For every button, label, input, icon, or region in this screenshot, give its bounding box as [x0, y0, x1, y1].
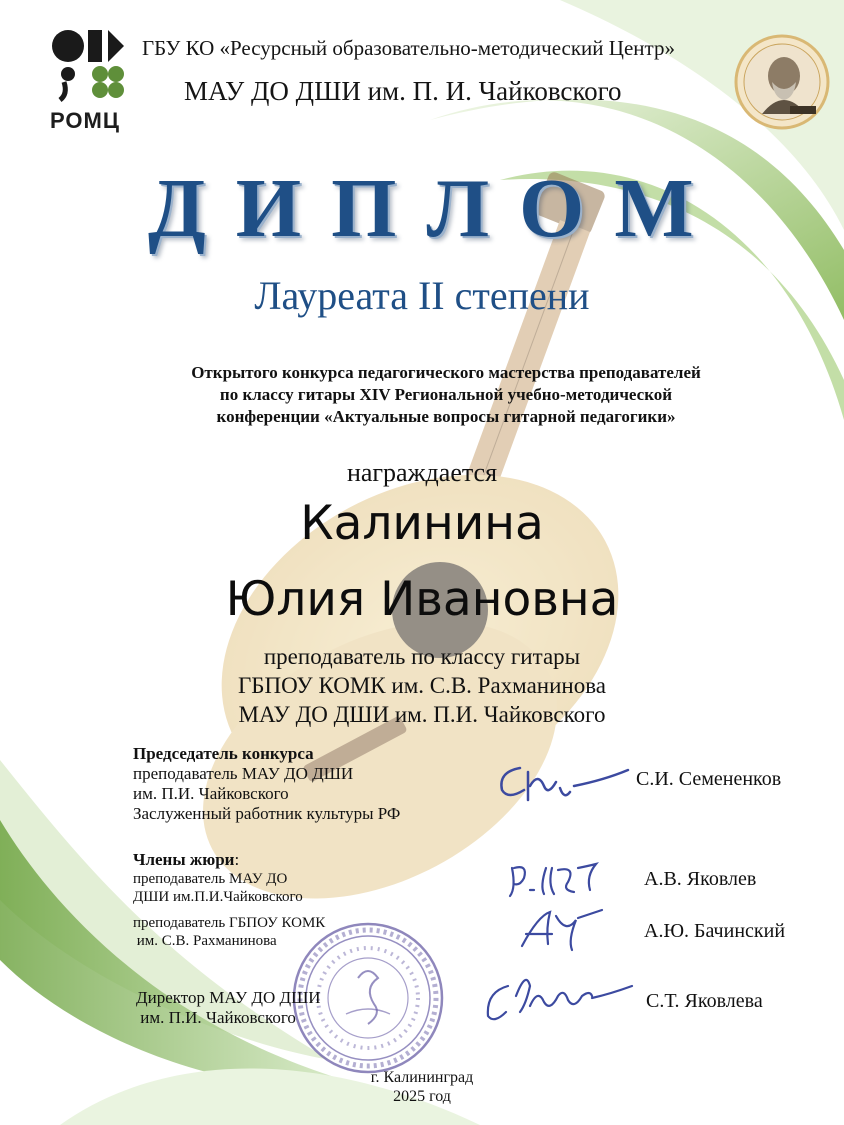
chair-heading: Председатель конкурса — [133, 744, 314, 763]
jury-member-2-line: преподаватель ГБПОУ КОМК — [133, 915, 326, 931]
tchaikovsky-portrait-emblem — [732, 34, 832, 130]
footer-city: г. Калининград — [370, 1069, 474, 1086]
competition-description — [96, 362, 796, 428]
description-line: Открытого конкурса педагогического мастерства преподавателей — [191, 363, 701, 382]
awarded-label: награждается — [346, 458, 498, 487]
jury-member-1-signature — [506, 856, 616, 902]
recipient-given-name: Юлия Ивановна — [225, 572, 619, 627]
position-line: преподаватель по классу гитары — [263, 644, 581, 669]
position-line: МАУ ДО ДШИ им. П.И. Чайковского — [238, 702, 606, 727]
jury-member-1-line: ДШИ им.П.И.Чайковского — [133, 889, 303, 905]
org-line-2: МАУ ДО ДШИ им. П. И. Чайковского — [184, 76, 622, 106]
recipient-position — [0, 642, 844, 729]
jury-member-2-line: им. С.В. Рахманинова — [133, 933, 277, 949]
chair-line: им. П.И. Чайковского — [133, 784, 289, 803]
director-line: Директор МАУ ДО ДШИ — [136, 988, 321, 1007]
chair-line: Заслуженный работник культуры РФ — [133, 804, 401, 823]
position-line: ГБПОУ КОМК им. С.В. Рахманинова — [238, 673, 606, 698]
diploma-title: ДИПЛОМ — [148, 162, 724, 255]
romc-logo-icon — [50, 28, 126, 104]
director-block — [136, 988, 321, 1028]
footer-year: 2025 год — [393, 1088, 451, 1105]
jury-member-2-signature — [512, 906, 608, 956]
chair-name: С.И. Семененков — [636, 768, 782, 790]
footer — [0, 1068, 844, 1106]
chair-block — [133, 744, 400, 824]
director-signature — [480, 966, 640, 1030]
description-line: по классу гитары XIV Региональной учебно-методической — [219, 385, 673, 404]
jury-member-1-name: А.В. Яковлев — [644, 868, 757, 890]
jury-heading-text: Члены жюри — [133, 850, 235, 869]
chair-signature — [490, 758, 630, 810]
chair-line: преподаватель МАУ ДО ДШИ — [133, 764, 354, 783]
diploma-subtitle: Лауреата II степени — [254, 273, 590, 318]
jury-member-1-line: преподаватель МАУ ДО — [133, 871, 288, 887]
jury-heading — [133, 850, 303, 870]
recipient-surname: Калинина — [300, 496, 544, 551]
description-line: конференции «Актуальные вопросы гитарной педагогики» — [216, 407, 676, 426]
org-line-1: ГБУ КО «Ресурсный образовательно-методический Центр» — [142, 36, 675, 60]
logo-text: РОМЦ — [50, 108, 120, 133]
director-name: С.Т. Яковлева — [646, 990, 763, 1012]
jury-block — [133, 850, 303, 906]
jury-heading-suffix: : — [234, 850, 240, 869]
jury-member-2-name: А.Ю. Бачинский — [644, 920, 786, 942]
director-line: им. П.И. Чайковского — [136, 1008, 296, 1027]
